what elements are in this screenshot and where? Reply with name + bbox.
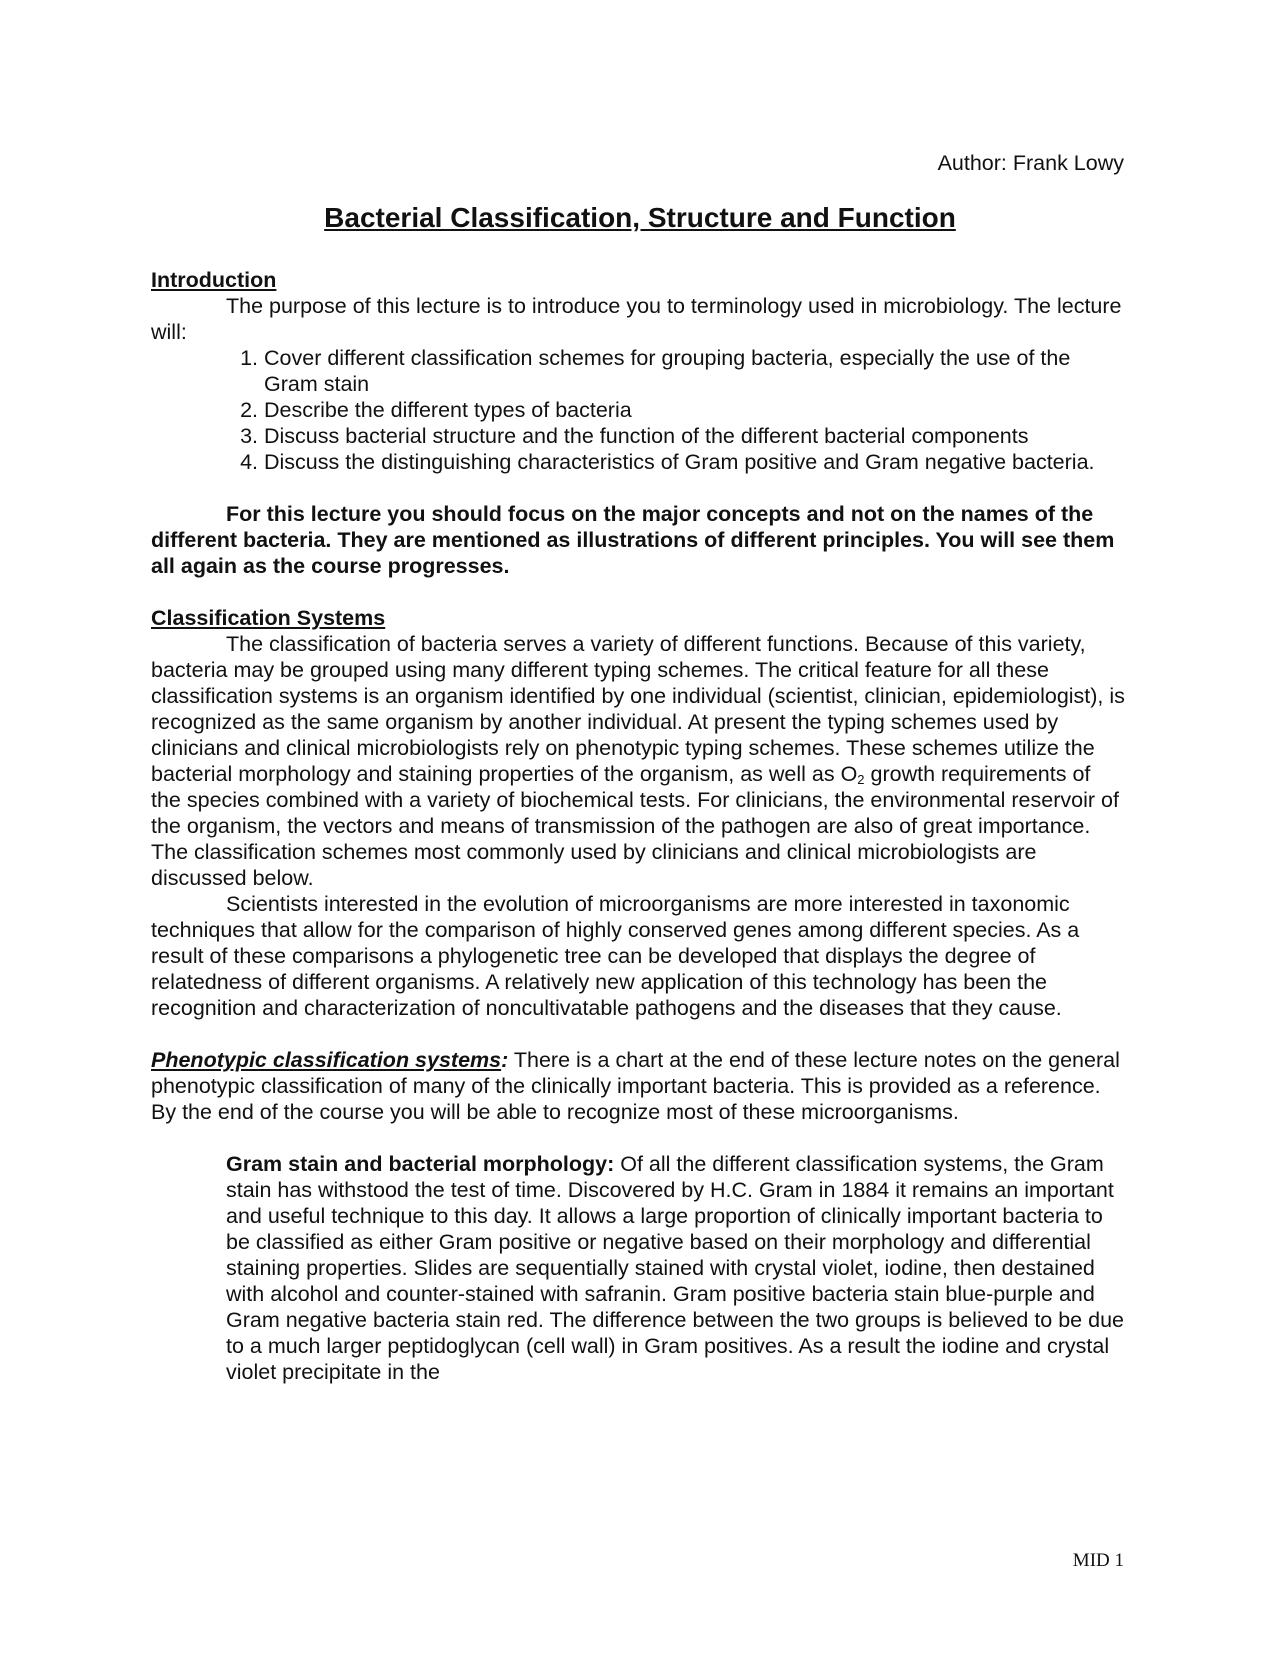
list-item: 1. Cover different classification schemes for grouping bacteria, especially the use of the Gram stain [264,345,1126,397]
phenotypic-paragraph: Phenotypic classification systems: There is a chart at the end of these lecture notes on the general phenotypic classification of many of the clinically important bacteria. This is provided as a reference. By the end of the course you will be able to recognize most of these microorganisms. [151,1048,1120,1124]
phenotypic-heading: Phenotypic classification systems [151,1048,502,1072]
focus-note: For this lecture you should focus on the major concepts and not on the names of the different bacteria. They are mentioned as illustrations of different principles. You will see them all again as the course progresses. [151,502,1115,578]
page-number: MID 1 [1072,1550,1124,1571]
intro-list [151,345,1126,475]
classification-paragraph-2: Scientists interested in the evolution of microorganisms are more interested in taxonomic techniques that allow for the comparison of highly conserved genes among different species. As a result of these comparisons a phylogenetic tree can be developed that displays the degree of relatedness of different organisms. A relatively new application of this technology has been the recognition and characterization of noncultivatable pathogens and the diseases that they cause. [151,892,1080,1020]
list-item: 4. Discuss the distinguishing characteristics of Gram positive and Gram negative bacteria. [264,449,1126,475]
classification-paragraph-1: The classification of bacteria serves a variety of different functions. Because of this variety, bacteria may be grouped using many different typing schemes. The critical feature for all these classification systems is an organism identified by one individual (scientist, clinician, epidemiologist), is recognized as the same organism by another individual. At present the typing schemes used by clinicians and clinical microbiologists rely on phenotypic typing schemes. These schemes utilize the bacterial morphology and staining properties of the organism, as well as $O_2$ growth requirements of the species combined with a variety of biochemical tests. For clinicians, the environmental reservoir of the organism, the vectors and means of transmission of the pathogen are also of great importance. The classification schemes most commonly used by clinicians and clinical microbiologists are discussed below. [151,632,1125,890]
section-heading-introduction: Introduction [151,268,277,292]
gram-stain-heading: Gram stain and bacterial morphology: [226,1152,615,1176]
section-heading-classification: Classification Systems [151,606,386,630]
list-item: 2. Describe the different types of bacteria [264,397,1126,423]
intro-paragraph: The purpose of this lecture is to introduce you to terminology used in microbiology. The lecture will: [151,294,1122,344]
author-line: Author: Frank Lowy [937,151,1124,175]
list-item: 3. Discuss bacterial structure and the function of the different bacterial components [264,423,1126,449]
page-title: Bacterial Classification, Structure and Function [324,202,956,233]
gram-stain-paragraph: Gram stain and bacterial morphology: Of all the different classification systems, the Gram stain has withstood the test of time. Discovered by H.C. Gram in 1884 it remains an important and useful technique to this day. It allows a large proportion of clinically important bacteria to be classified as either Gram positive or negative based on their morphology and differential staining properties. Slides are sequentially stained with crystal violet, iodine, then destained with alcohol and counter-stained with safranin. Gram positive bacteria stain blue-purple and Gram negative bacteria stain red. The difference between the two groups is believed to be due to a much larger peptidoglycan (cell wall) in Gram positives. As a result the iodine and crystal violet precipitate in the [226,1152,1124,1384]
document-body [151,267,1126,1385]
